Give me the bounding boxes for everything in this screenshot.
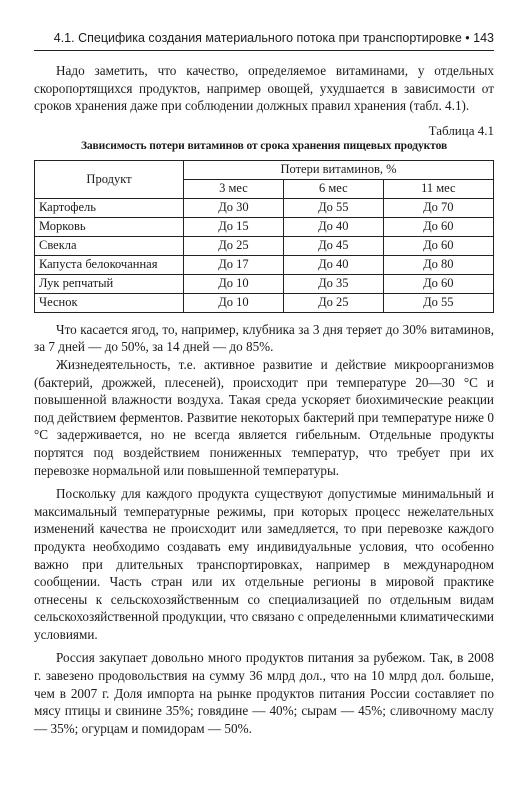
column-header-period: 3 мес [184,179,284,198]
value-cell: До 60 [383,274,493,293]
table-row [35,255,494,274]
body-paragraph: Россия закупает довольно много продуктов питания за рубежом. Так, в 2008 г. завезено продовольствия на сумму 36 млрд дол., что на 10 млрд дол. больше, чем в 2007 г. Доля импорта на рынке продуктов питания России составляет по мясу птицы и свинине 35%; говядине — 40%; сырам — 45%; сливочному маслу — 35%; огурцам и помидорам — 50%. [34,650,494,736]
value-cell: До 40 [283,217,383,236]
running-header: 4.1. Специфика создания материального потока при транспортировке • 143 [34,28,494,51]
value-cell: До 70 [383,198,493,217]
body-paragraph: Жизнедеятельность, т.е. активное развитие и действие микроорганизмов (бактерий, дрожжей, плесеней), происходит при температуре 20—30 °С и повышенной влажности воздуха. Такая среда ускоряет биохимические реакции под действием ферментов. Развитие некоторых бактерий при температуре ниже 0 °С задерживается, но не всегда является гибельным. Отдельные продукты портятся под воздействием пониженных температур, что требует при их перевозке нормальной или повышенной температуры. [34,356,494,478]
table-row [35,198,494,217]
product-cell: Картофель [35,198,184,217]
value-cell: До 55 [383,293,493,312]
value-cell: До 10 [184,293,284,312]
vitamin-loss-table [34,160,494,313]
product-cell: Свекла [35,236,184,255]
value-cell: До 55 [283,198,383,217]
table-number: Таблица 4.1 [428,122,494,138]
body-paragraph: Поскольку для каждого продукта существуют допустимые минимальный и максимальный температурные режимы, при которых процесс нежелательных изменений качества не происходит или замедляется, то при перевозке каждого продукта необходимо создавать ему индивидуальные условия, что особенно важно при длительных транспортировках, например в международном сообщении. Часть стран или их отдельные регионы в мировой практике отнесены к сельскохозяйственным со специализацией по отдельным видам сельскохозяйственной продукции, что связано с определенными климатическими условиями. [34,486,494,642]
intro-paragraph: Надо заметить, что качество, определяемое витаминами, у отдельных скоропортящихся продуктов, например овощей, ухудшается в зависимости от сроков хранения даже при соблюдении должных правил хранения (табл. 4.1). [34,63,494,114]
column-header-period: 6 мес [283,179,383,198]
table-row [35,217,494,236]
table-title: Зависимость потери витаминов от срока хранения пищевых продуктов [80,139,448,152]
value-cell: До 30 [184,198,284,217]
table-row [35,236,494,255]
value-cell: До 15 [184,217,284,236]
product-cell: Морковь [35,217,184,236]
value-cell: До 10 [184,274,284,293]
table-header-row [35,160,494,179]
value-cell: До 45 [283,236,383,255]
product-cell: Лук репчатый [35,274,184,293]
body-paragraph: Что касается ягод, то, например, клубника за 3 дня теряет до 30% витаминов, за 7 дней — до 50%, за 14 дней — до 85%. [34,321,494,355]
value-cell: До 35 [283,274,383,293]
table-row [35,293,494,312]
product-cell: Чеснок [35,293,184,312]
column-header-product: Продукт [35,160,184,198]
value-cell: До 60 [383,217,493,236]
value-cell: До 25 [283,293,383,312]
column-header-loss: Потери витаминов, % [184,160,494,179]
column-header-period: 11 мес [383,179,493,198]
value-cell: До 60 [383,236,493,255]
value-cell: До 80 [383,255,493,274]
value-cell: До 40 [283,255,383,274]
product-cell: Капуста белокочанная [35,255,184,274]
table-row [35,274,494,293]
value-cell: До 25 [184,236,284,255]
page-content [34,62,494,737]
value-cell: До 17 [184,255,284,274]
